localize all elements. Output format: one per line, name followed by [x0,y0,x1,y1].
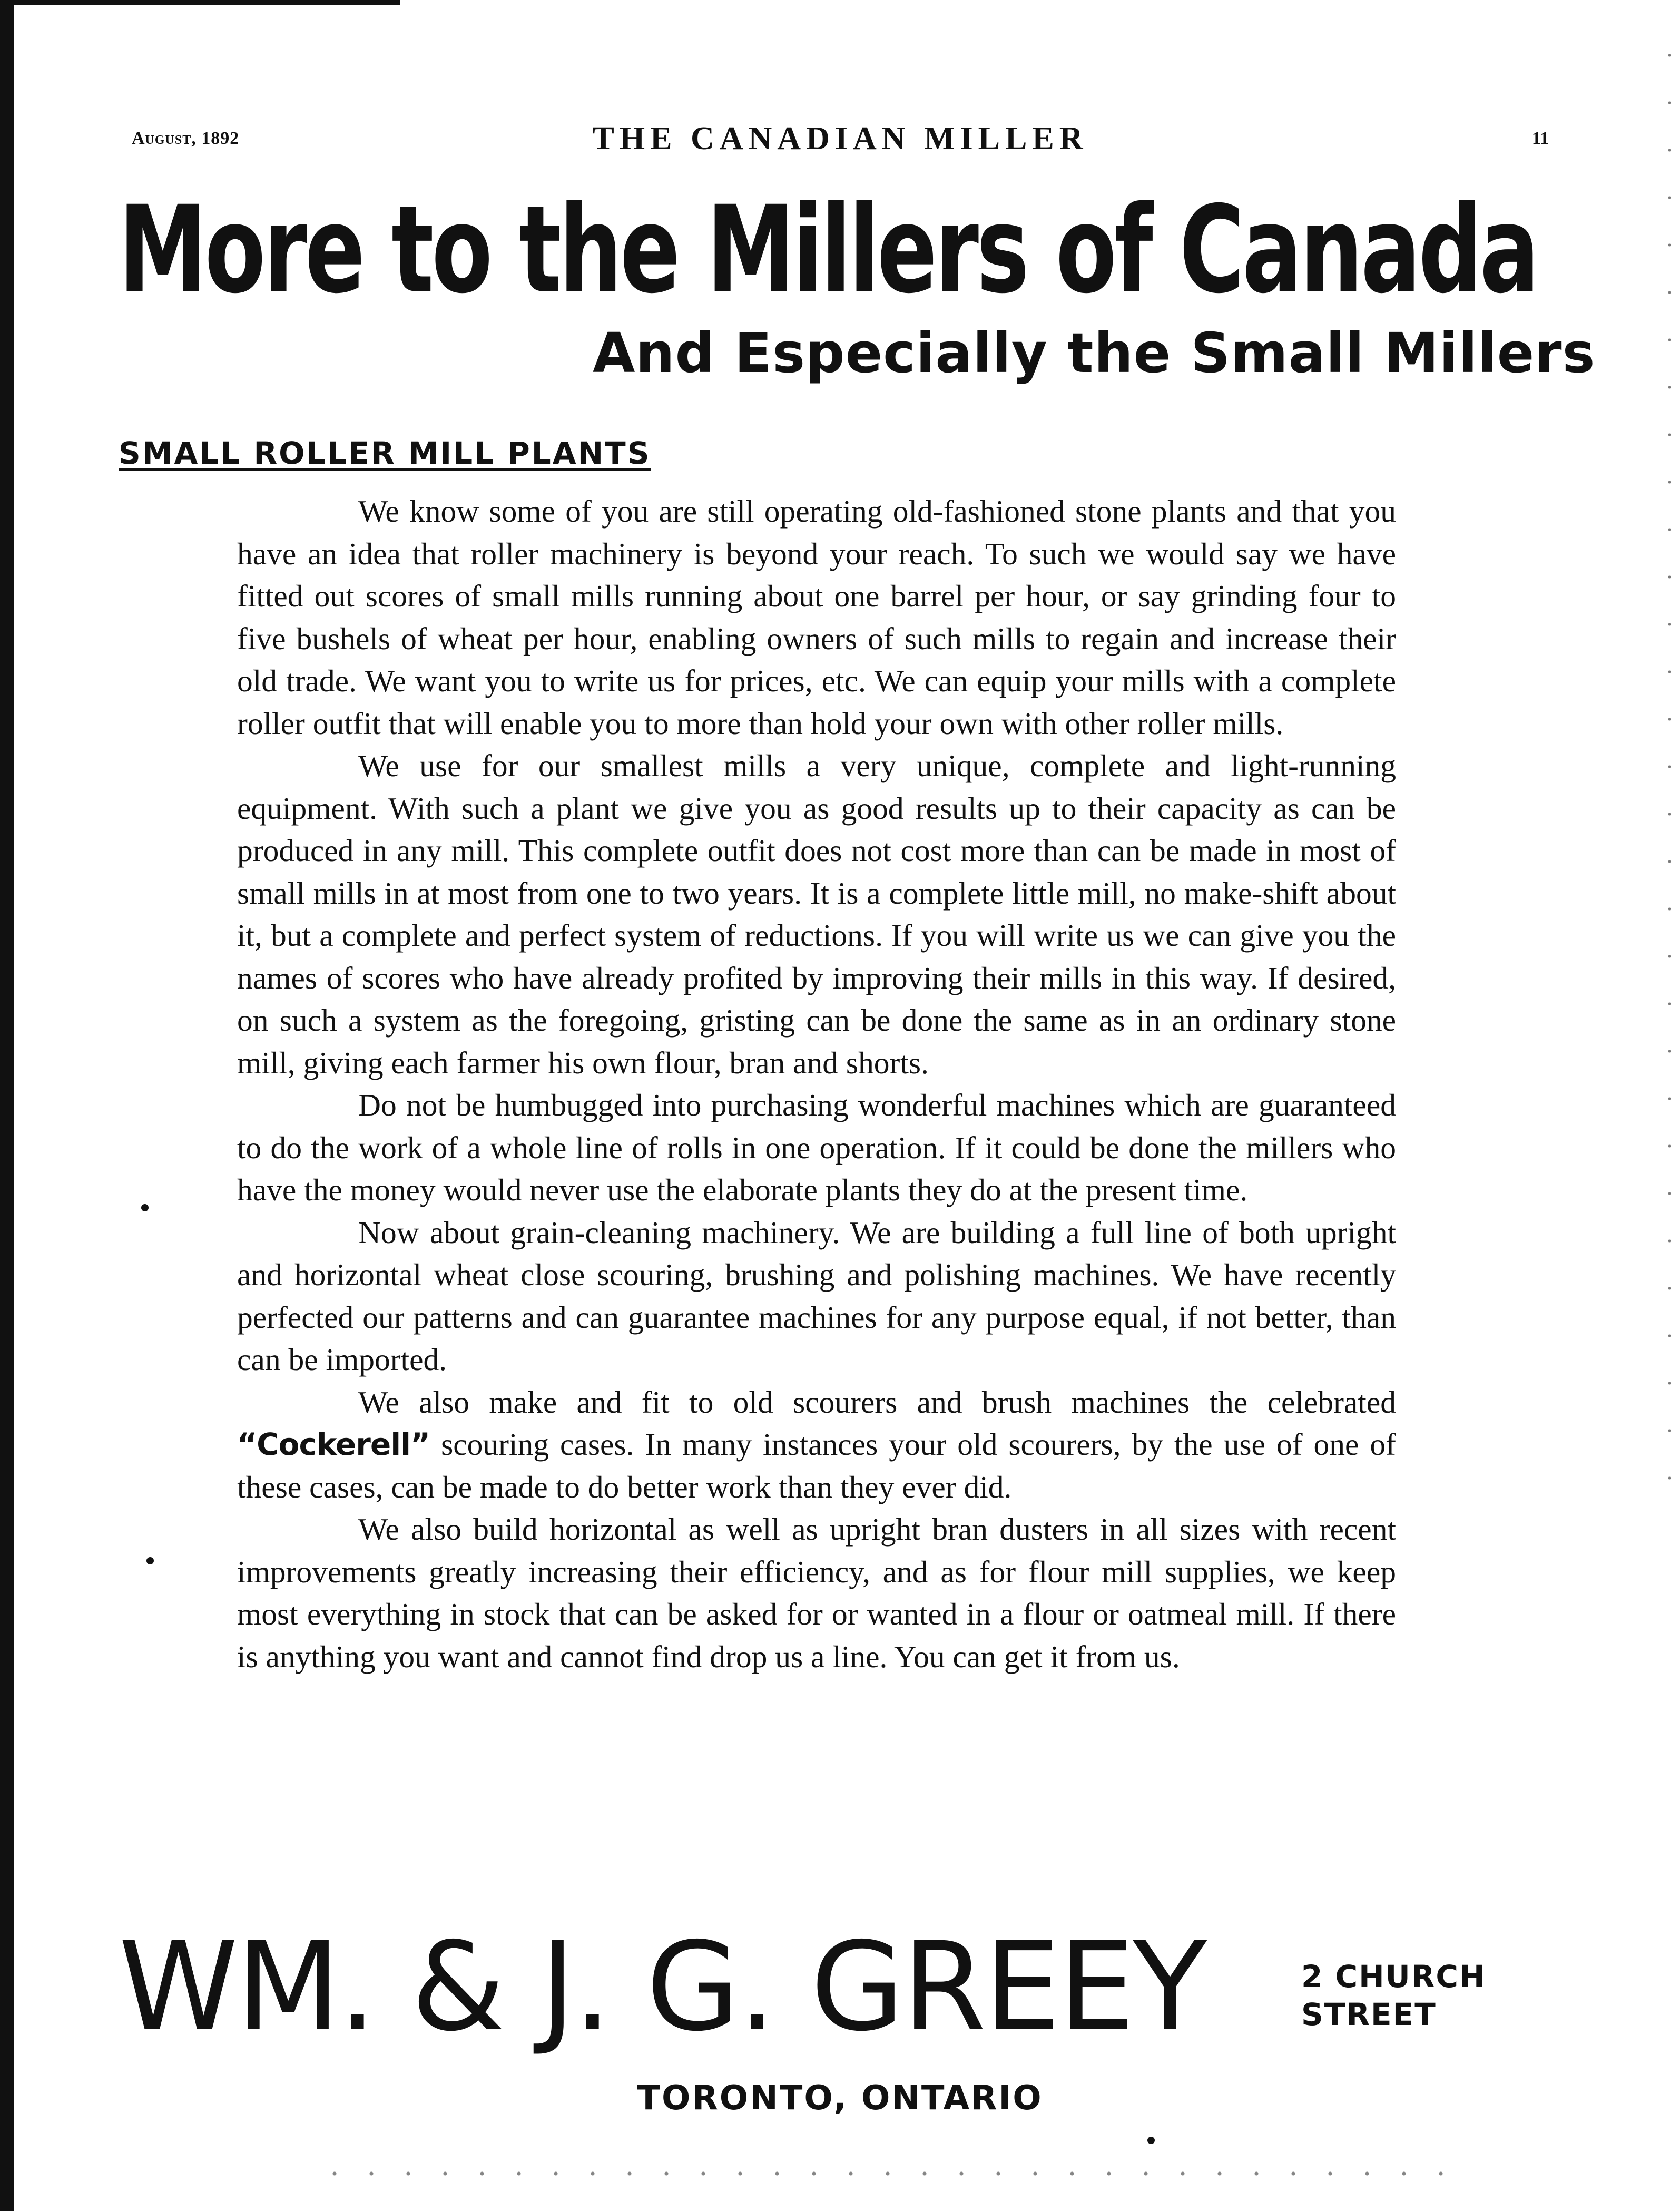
publication-title: THE CANADIAN MILLER [592,121,1088,156]
paragraph-5-end: scouring cases. In many instances your old scourers, by the use of one of these cases, can be made to do better work than they ever did. [237,1427,1396,1504]
page-number: 11 [1531,129,1549,148]
paragraph-1: We know some of you are still operating old-fashioned stone plants and that you have an idea that roller machinery is beyond your reach. To such we would say we have fitted out scores of small mills running about one barrel per hour, or say grinding four to five bushels of wheat per hour, enabling owners of such mills to regain and increase their old trade. We want you to write us for prices, etc. We can equip your mills with a complete roller outfit that will enable you to more than hold your own with other roller mills. [237,494,1396,741]
address-line-1: 2 CHURCH [1301,1959,1486,1994]
print-speck [146,1557,154,1564]
paragraph-6: We also build horizontal as well as upright bran dusters in all sizes with recent improvements greatly increasing their efficiency, and as for flour mill supplies, we keep most everything in stock that can be asked for or wanted in a flour or oatmeal mill. If there is anything you want and cannot find drop us a line. You can get it from us. [237,1512,1396,1674]
headline: More to the Millers of Canada [119,180,1538,320]
issue-date: August, 1892 [132,129,240,148]
right-edge-specks [1659,32,1680,1507]
print-speck [1147,2137,1155,2144]
left-margin-rule [0,0,14,2211]
paragraph-5 [237,1381,1396,1509]
running-header [132,120,1549,162]
subheadline: And Especially the Small Millers [593,321,1596,385]
section-heading: SMALL ROLLER MILL PLANTS [119,435,651,471]
article-body [237,490,1396,1678]
firm-city: TORONTO, ONTARIO [637,2079,1043,2118]
firm-address [1301,1958,1486,2033]
paragraph-5-start: We also make and fit to old scourers and brush machines the celebrated [358,1384,1396,1420]
bottom-edge-specks [316,2166,1475,2181]
paragraph-3: Do not be humbugged into purchasing wonderful machines which are guaranteed to do the work of a whole line of rolls in one operation. If it could be done the millers who have the money would never use the elaborate plants they do at the present time. [237,1088,1396,1207]
address-line-2: STREET [1301,1997,1437,2032]
top-margin-rule [0,0,400,5]
paragraph-4: Now about grain-cleaning machinery. We are building a full line of both upright and horizontal wheat close scouring, brushing and polishing machines. We have recently perfected our patterns and can guarantee machines for any purpose equal, if not better, than can be imported. [237,1215,1396,1377]
print-speck [141,1204,149,1211]
brand-name: “Cockerell” [237,1426,430,1462]
firm-name: WM. & J. G. GREEY [119,1916,1205,2058]
paragraph-2: We use for our smallest mills a very unique, complete and light-running equipment. With such a plant we give you as good results up to their capacity as can be produced in any mill. This complete outfit does not cost more than can be made in most of small mills in at most from one to two years. It is a complete little mill, no make-shift about it, but a complete and perfect system of reductions. If you will write us we can give you the names of scores who have already profited by improving their mills in this way. If desired, on such a system as the foregoing, gristing can be done the same as in an ordinary stone mill, giving each farmer his own flour, bran and shorts. [237,748,1396,1080]
